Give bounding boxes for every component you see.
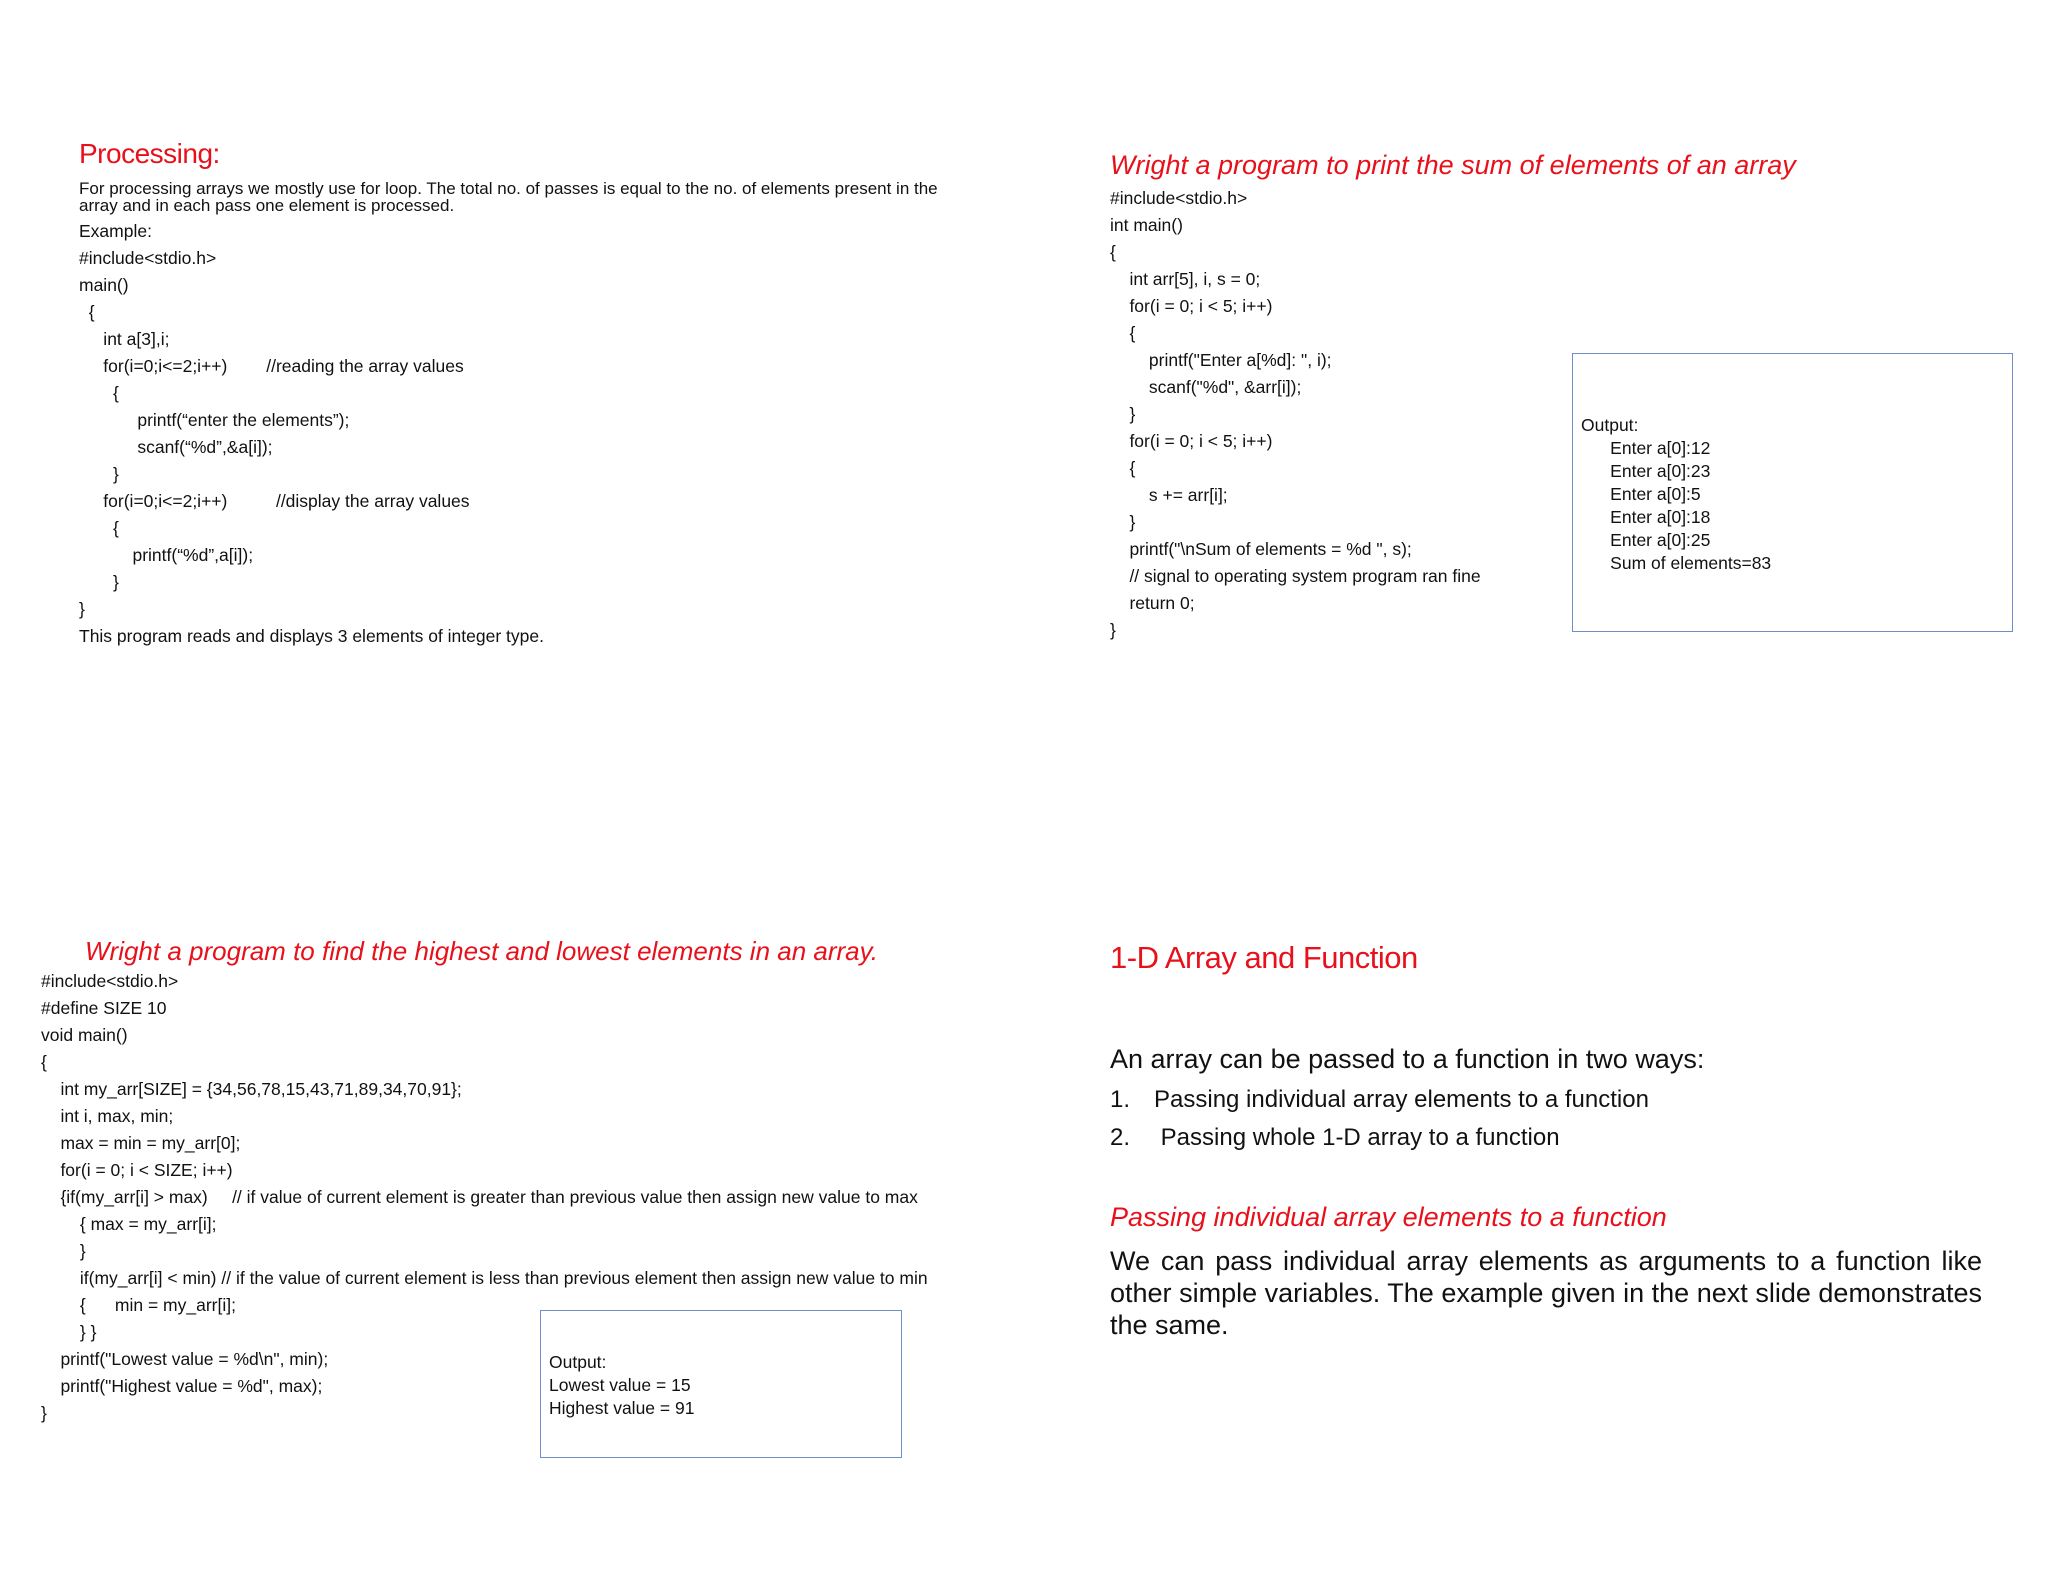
code-line: { bbox=[1110, 242, 1116, 262]
code-line: } bbox=[79, 599, 85, 619]
code-line: { max = my_arr[i]; bbox=[41, 1214, 217, 1234]
list-item bbox=[1110, 1086, 1649, 1124]
list-item-number: 2. bbox=[1110, 1124, 1131, 1151]
sum-program-title: Wright a program to print the sum of elements of an array bbox=[1110, 150, 1796, 180]
code-line: { bbox=[79, 302, 95, 322]
array-function-title: 1-D Array and Function bbox=[1110, 940, 1418, 975]
array-function-paragraph: We can pass individual array elements as arguments to a function like other simple variables. The example given in the next slide demonstrates the same. bbox=[1110, 1246, 1982, 1340]
sum-output-text bbox=[1581, 414, 1771, 575]
code-line: } bbox=[1110, 404, 1136, 424]
code-line: Highest value = 91 bbox=[549, 1398, 695, 1418]
code-line: for(i=0;i<=2;i++) //display the array values bbox=[79, 491, 470, 511]
code-line: return 0; bbox=[1110, 593, 1195, 613]
code-line: for(i = 0; i < 5; i++) bbox=[1110, 431, 1273, 451]
code-line: Output: bbox=[549, 1352, 607, 1372]
code-line: Example: bbox=[79, 221, 152, 241]
code-line: s += arr[i]; bbox=[1110, 485, 1228, 505]
list-item-text: Passing individual array elements to a function bbox=[1154, 1086, 1649, 1113]
code-line: #include<stdio.h> bbox=[41, 971, 179, 991]
code-line: Lowest value = 15 bbox=[549, 1375, 691, 1395]
code-line: printf("Lowest value = %d\n", min); bbox=[41, 1349, 329, 1369]
code-line: } } bbox=[41, 1322, 97, 1342]
array-function-intro: An array can be passed to a function in two ways: bbox=[1110, 1044, 1705, 1074]
code-line: } bbox=[41, 1403, 47, 1423]
code-line: scanf(“%d”,&a[i]); bbox=[79, 437, 273, 457]
code-line: Enter a[0]:12 bbox=[1581, 438, 1711, 458]
code-line: { bbox=[1110, 458, 1136, 478]
code-line: Enter a[0]:5 bbox=[1581, 484, 1701, 504]
minmax-output-text bbox=[549, 1351, 694, 1420]
code-line: if(my_arr[i] < min) // if the value of current element is less than previous element then assign new value to min bbox=[41, 1268, 928, 1288]
code-line: {if(my_arr[i] > max) // if value of current element is greater than previous value then assign new value to max bbox=[41, 1187, 918, 1207]
code-line: } bbox=[79, 464, 119, 484]
code-line: main() bbox=[79, 275, 129, 295]
minmax-program-title: Wright a program to find the highest and lowest elements in an array. bbox=[85, 936, 878, 966]
code-line: This program reads and displays 3 elements of integer type. bbox=[79, 626, 544, 646]
processing-code bbox=[79, 218, 544, 650]
code-line: { min = my_arr[i]; bbox=[41, 1295, 236, 1315]
sum-output-box bbox=[1572, 353, 2013, 632]
code-line: { bbox=[79, 383, 119, 403]
code-line: #define SIZE 10 bbox=[41, 998, 167, 1018]
code-line: int my_arr[SIZE] = {34,56,78,15,43,71,89,34,70,91}; bbox=[41, 1079, 462, 1099]
code-line: int arr[5], i, s = 0; bbox=[1110, 269, 1261, 289]
code-line: } bbox=[79, 572, 119, 592]
array-function-subtitle: Passing individual array elements to a function bbox=[1110, 1202, 1667, 1232]
list-item-text: Passing whole 1-D array to a function bbox=[1154, 1124, 1560, 1151]
code-line: { bbox=[1110, 323, 1136, 343]
code-line: Enter a[0]:25 bbox=[1581, 530, 1711, 550]
list-item bbox=[1110, 1124, 1649, 1162]
code-line: printf(“enter the elements”); bbox=[79, 410, 350, 430]
code-line: int i, max, min; bbox=[41, 1106, 174, 1126]
code-line: #include<stdio.h> bbox=[79, 248, 217, 268]
code-line: scanf("%d", &arr[i]); bbox=[1110, 377, 1302, 397]
code-line: Sum of elements=83 bbox=[1581, 553, 1772, 573]
code-line: Output: bbox=[1581, 415, 1639, 435]
code-line: int a[3],i; bbox=[79, 329, 170, 349]
code-line: #include<stdio.h> bbox=[1110, 188, 1248, 208]
code-line: max = min = my_arr[0]; bbox=[41, 1133, 241, 1153]
processing-description: For processing arrays we mostly use for loop. The total no. of passes is equal to the no. of elements present in the array and in each pass one element is processed. bbox=[79, 179, 938, 215]
code-line: printf("\nSum of elements = %d ", s); bbox=[1110, 539, 1412, 559]
code-line: } bbox=[1110, 512, 1136, 532]
code-line: void main() bbox=[41, 1025, 128, 1045]
minmax-output-box bbox=[540, 1310, 902, 1458]
code-line: int main() bbox=[1110, 215, 1183, 235]
sum-program-code bbox=[1110, 185, 1481, 644]
code-line: printf(“%d”,a[i]); bbox=[79, 545, 254, 565]
code-line: { bbox=[79, 518, 119, 538]
code-line: // signal to operating system program ran fine bbox=[1110, 566, 1481, 586]
code-line: printf("Highest value = %d", max); bbox=[41, 1376, 323, 1396]
list-item-number: 1. bbox=[1110, 1086, 1131, 1113]
code-line: { bbox=[41, 1052, 47, 1072]
code-line: Enter a[0]:23 bbox=[1581, 461, 1711, 481]
array-function-list bbox=[1110, 1086, 1649, 1162]
code-line: } bbox=[1110, 620, 1116, 640]
code-line: printf("Enter a[%d]: ", i); bbox=[1110, 350, 1332, 370]
code-line: } bbox=[41, 1241, 86, 1261]
code-line: for(i=0;i<=2;i++) //reading the array values bbox=[79, 356, 464, 376]
code-line: for(i = 0; i < 5; i++) bbox=[1110, 296, 1273, 316]
code-line: for(i = 0; i < SIZE; i++) bbox=[41, 1160, 233, 1180]
code-line: Enter a[0]:18 bbox=[1581, 507, 1711, 527]
processing-title: Processing: bbox=[79, 138, 220, 169]
